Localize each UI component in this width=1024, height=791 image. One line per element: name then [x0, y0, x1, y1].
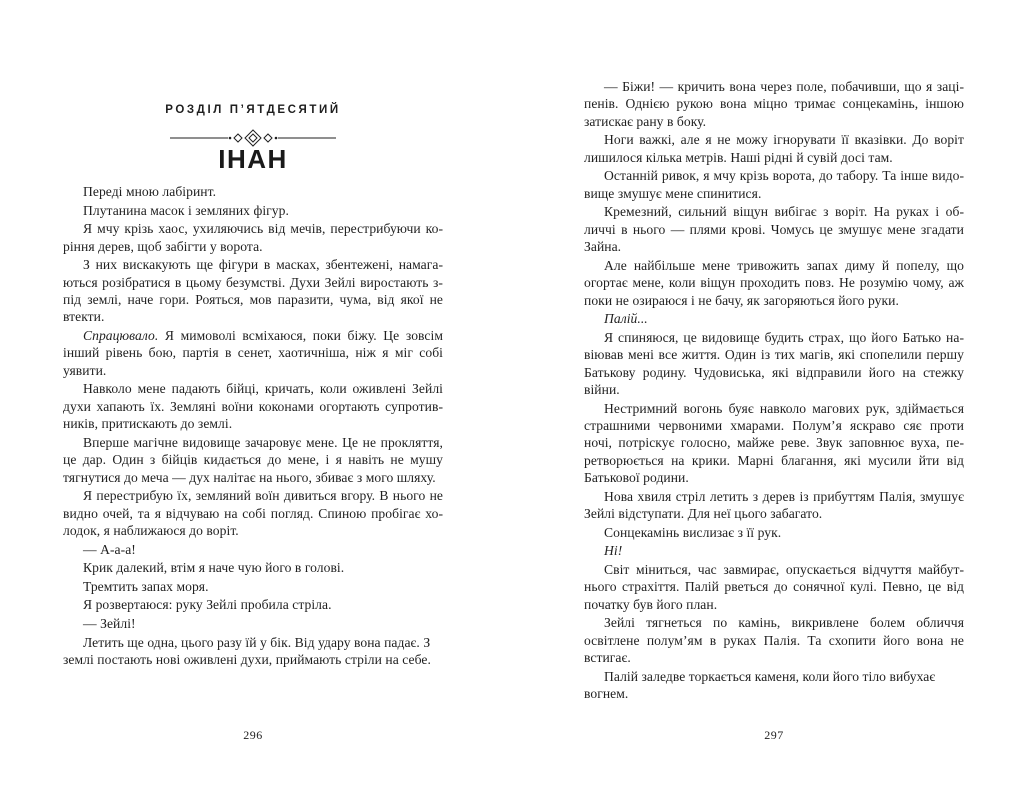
paragraph: Ноги важкі, але я не можу ігнорувати її вказівки. До воріт лишилося кілька метрів. Наші рідні й сувій досі там. — [584, 132, 964, 165]
chapter-header — [63, 102, 443, 175]
paragraph: Палій заледве торкається каменя, коли його тіло вибухає вогнем. — [584, 668, 936, 702]
paragraph-text: Я мимоволі всміхаюся, поки біжу. Це зовсім інший рівень бою, партія в сенет, хаотичніша, ніж я міг собі уявити. — [63, 328, 443, 378]
paragraph — [584, 310, 964, 327]
paragraph: Але найбільше мене тривожить запах диму й попелу, що огортає мене, коли віщун проходить повз. Не розумію чому, аж поки не озираюся і не бачу, як загоряються його руки. — [584, 257, 964, 308]
paragraph: Крик далекий, втім я наче чую його в голові. — [83, 560, 345, 576]
paragraph: — А-а-а! — [83, 541, 136, 557]
paragraph: Плутанина масок і земляних фігур. — [83, 202, 289, 218]
paragraph: Світ міниться, час завмирає, опускається відчуття майбутнього страхіття. Палій рветься до сонячної кулі. Певно, це від початку був його план. — [584, 562, 964, 612]
chapter-title: ІНАН — [218, 144, 288, 175]
chapter-label: РОЗДІЛ П’ЯТДЕСЯТИЙ — [165, 104, 341, 116]
paragraph — [584, 542, 964, 559]
paragraph: З них вискакують ще фігури в масках, збентежені, намагаються розібратися в цьому безумстві. Духи Зейлі виростають з-під землі, наче гори. Рояться, мов паразити, чума, від якої не втекти. — [63, 257, 443, 325]
paragraph: Зейлі тягнеться по камінь, викривлене болем обличчя освітлене полум’ям в руках Палія. Та схопити його вона не встигає. — [584, 615, 964, 666]
paragraph: Вперше магічне видовище зачаровує мене. Це не прокляття, це дар. Один з бійців кидається до мене, і я навіть не мушу тягнутися до меча — дух налітає на нього, збиває з мого шляху. — [63, 434, 443, 485]
paragraph: Навколо мене падають бійці, кричать, коли оживлені Зейлі духи хапають їх. Земляні воїни коконами огортають супротивників, притискають до землі. — [63, 381, 443, 432]
paragraph: Я перестрибую їх, земляний воїн дивиться вгору. В нього не видно очей, та я відчуваю на собі погляд. Спиною пробігає холодок, я наближаюся до воріт. — [63, 488, 443, 539]
paragraph: Тремтить запах моря. — [83, 578, 209, 594]
right-page-text — [584, 78, 964, 704]
paragraph: Я мчу крізь хаос, ухиляючись від мечів, перестрибуючи коріння дерев, щоб забігти у ворота. — [63, 221, 443, 254]
paragraph: Нестримний вогонь буяє навколо магових рук, здіймається страшними червоними хмарами. Полум’я яскраво сяє проти ночі, потріскує голосно, майже реве. Звук заповнює вуха, перетворюється на крики. Марні благання, які мусили йти від Батькової родини. — [584, 400, 964, 486]
italic-text: Палій... — [604, 311, 648, 327]
paragraph: Переді мною лабіринт. — [83, 184, 217, 199]
paragraph: — Біжи! — кричить вона через поле, побачивши, що я заціпенів. Однією рукою вона міцно тримає сонцекамінь, іншою затискає рану в боку. — [584, 79, 964, 129]
paragraph — [63, 327, 443, 379]
paragraph: — Зейлі! — [83, 616, 136, 631]
page-number-right: 297 — [764, 728, 784, 742]
page-number-left: 296 — [243, 728, 263, 742]
paragraph: Летить ще одна, цього разу їй у бік. Від удару вона падає. З землі постають нові оживлені духи, приймають стріли на себе. — [63, 634, 431, 667]
paragraph: Кремезний, сильний віщун вибігає з воріт. На руках і обличчі в нього — плями крові. Чомусь це змушує мене згадати Зайна. — [584, 204, 964, 255]
paragraph: Я розвертаюся: руку Зейлі пробила стріла. — [83, 597, 332, 613]
italic-text: Спрацювало. — [83, 328, 159, 343]
paragraph: Я спиняюся, це видовище будить страх, що його Батько навіював мені все життя. Один із тих магів, які спопелили першу Батькову родину. Чудовиська, які відправили його на стежку війни. — [584, 329, 964, 398]
left-page-text — [63, 183, 443, 670]
italic-text: Ні! — [604, 543, 623, 559]
paragraph: Сонцекамінь вислизає з її рук. — [604, 524, 782, 540]
paragraph: Нова хвиля стріл летить з дерев із прибуттям Палія, змушує Зейлі відступати. Для неї цього забагато. — [584, 488, 964, 522]
paragraph: Останній ривок, я мчу крізь ворота, до табору. Та інше видовище змушує мене спинитися. — [584, 168, 964, 201]
